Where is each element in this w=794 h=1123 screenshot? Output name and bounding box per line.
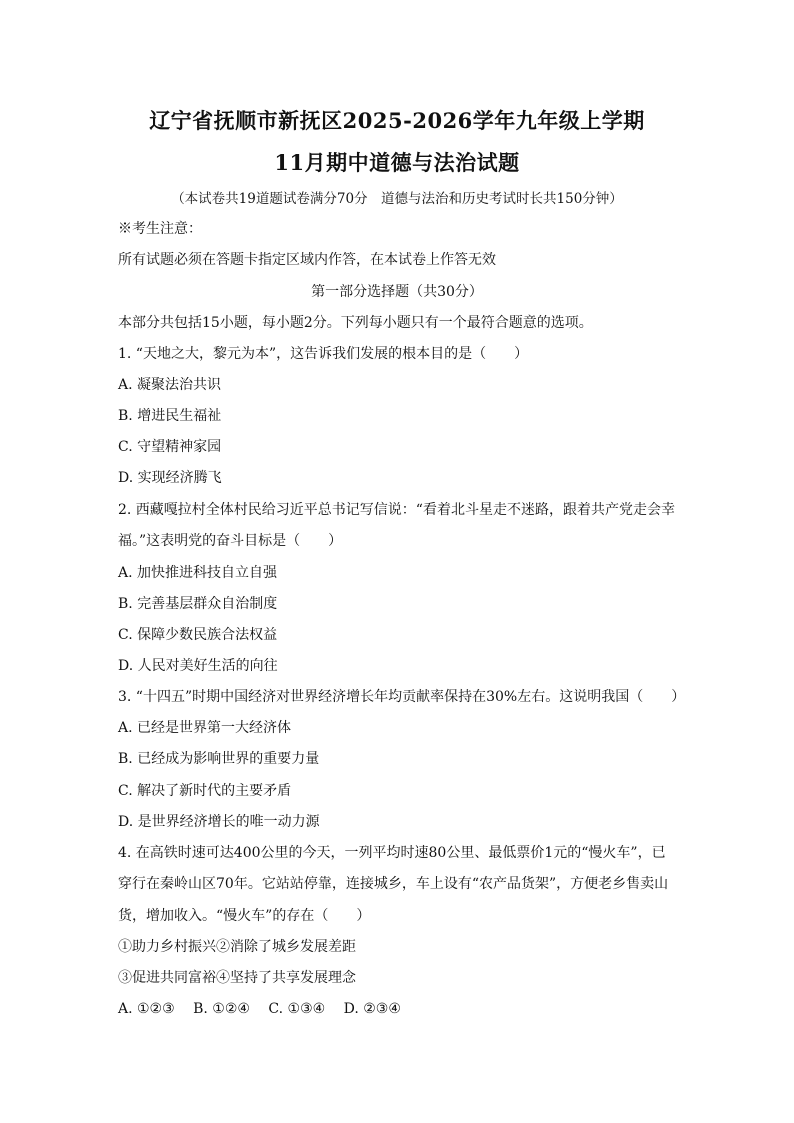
question-3-option-b: B. 已经成为影响世界的重要力量 [118, 751, 320, 767]
question-1-option-d: D. 实现经济腾飞 [118, 470, 222, 486]
question-2-stem-line1: 2. 西藏嘎拉村全体村民给习近平总书记写信说：“看着北斗星走不迷路，跟着共产党走会幸 [118, 502, 675, 518]
exam-title-line2: 11月期中道德与法治试题 [274, 150, 520, 175]
question-1-option-b: B. 增进民生福祉 [118, 408, 222, 424]
question-1-option-a: A. 凝聚法治共识 [118, 377, 222, 393]
exam-subtitle: （本试卷共19道题试卷满分70分 道德与法治和历史考试时长共150分钟） [171, 191, 623, 207]
question-2-option-c: C. 保障少数民族合法权益 [118, 627, 278, 643]
question-1-option-c: C. 守望精神家园 [118, 439, 222, 455]
section-intro: 本部分共包括15小题，每小题2分。下列每小题只有一个最符合题意的选项。 [118, 315, 593, 331]
notice-text: 所有试题必须在答题卡指定区域内作答，在本试卷上作答无效 [118, 252, 496, 268]
question-4-statements-line1: ①助力乡村振兴②消除了城乡发展差距 [118, 939, 356, 955]
question-4-options: A. ①②③ B. ①②④ C. ①③④ D. ②③④ [118, 1001, 401, 1017]
question-3-option-d: D. 是世界经济增长的唯一动力源 [118, 814, 320, 830]
question-1-stem: 1. “天地之大，黎元为本”，这告诉我们发展的根本目的是（ ） [118, 346, 529, 362]
question-3-option-a: A. 已经是世界第一大经济体 [118, 720, 292, 736]
question-2-option-b: B. 完善基层群众自治制度 [118, 596, 278, 612]
section-title: 第一部分选择题（共30分） [311, 284, 483, 300]
question-2-option-a: A. 加快推进科技自立自强 [118, 565, 278, 581]
question-3-stem: 3. “十四五”时期中国经济对世界经济增长年均贡献率保持在30%左右。这说明我国（ ） [118, 689, 686, 705]
notice-label: ※考生注意： [118, 221, 202, 237]
question-4-statements-line2: ③促进共同富裕④坚持了共享发展理念 [118, 970, 356, 986]
question-3-option-c: C. 解决了新时代的主要矛盾 [118, 783, 292, 799]
question-2-stem-line2: 福。”这表明党的奋斗目标是（ ） [118, 533, 343, 549]
question-4-stem-line3: 货，增加收入。“慢火车”的存在（ ） [118, 908, 371, 924]
question-4-stem-line2: 穿行在秦岭山区70年。它站站停靠，连接城乡，车上设有“农产品货架”，方便老乡售卖山 [118, 876, 669, 892]
question-2-option-d: D. 人民对美好生活的向往 [118, 658, 278, 674]
exam-title-line1: 辽宁省抚顺市新抚区2025-2026学年九年级上学期 [149, 108, 645, 133]
question-4-stem-line1: 4. 在高铁时速可达400公里的今天，一列平均时速80公里、最低票价1元的“慢火车”，已 [118, 845, 666, 861]
